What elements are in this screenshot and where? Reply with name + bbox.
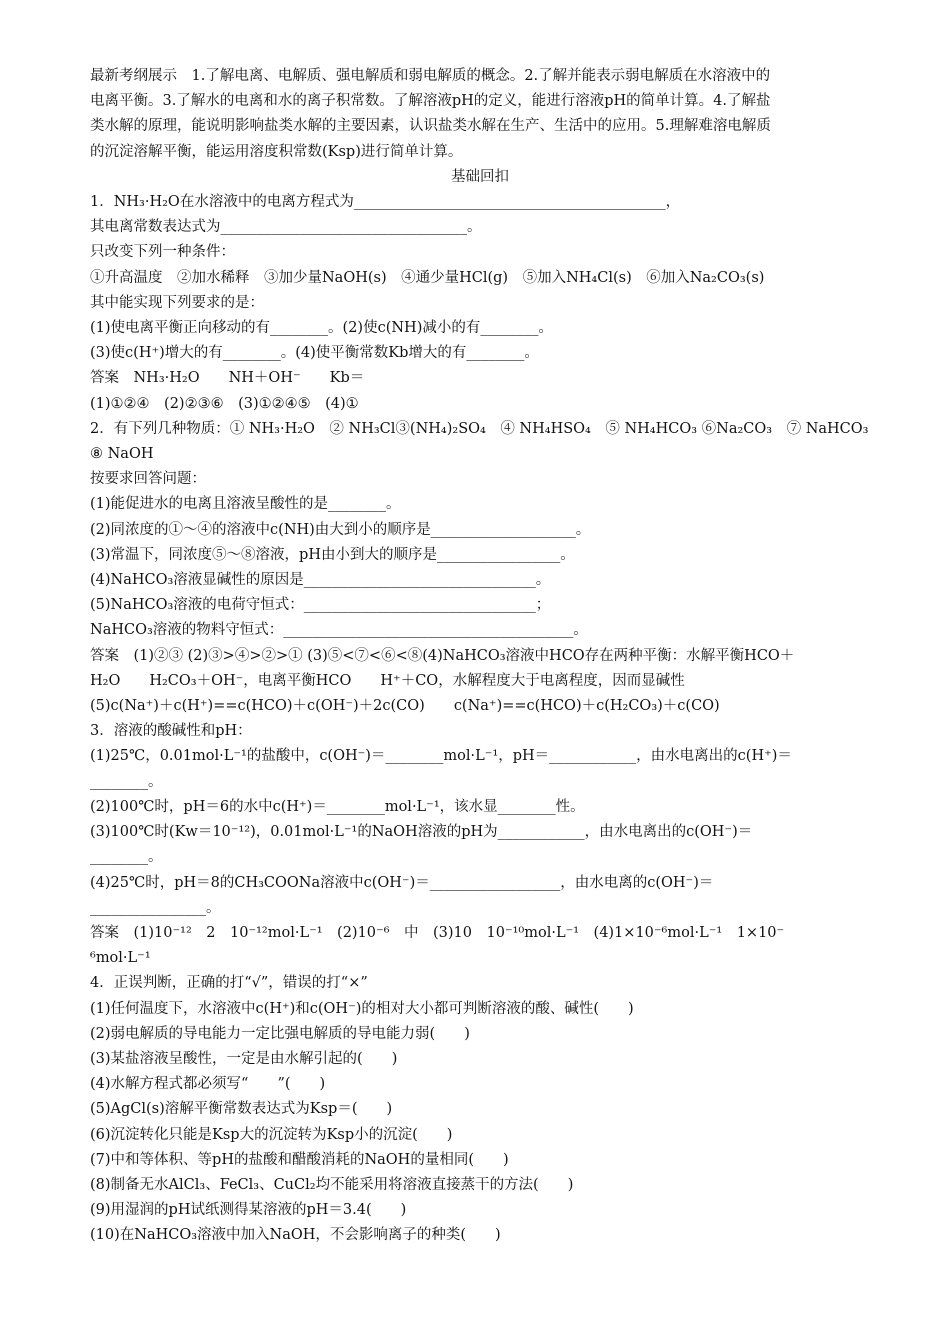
intro-line-3: 类水解的原理，能说明影响盐类水解的主要因素，认识盐类水解在生产、生活中的应用。5.理解难溶电解质 (90, 118, 771, 135)
q4-item: (10)在NaHCO₃溶液中加入NaOH，不会影响离子的种类( ) (90, 1227, 501, 1244)
q2-answer-1: 答案 (1)②③ (2)③>④>②>① (3)⑤<⑦<⑥<⑧(4)NaHCO₃溶液中HCO存在两种平衡：水解平衡HCO＋ (90, 647, 795, 664)
q3-part-1a: (1)25℃，0.01mol·L⁻¹的盐酸中，c(OH⁻)＝________mol·L⁻¹，pH＝____________，由水电离出的c(H⁺)＝ (90, 748, 792, 765)
q1-stem-2: 其电离常数表达式为__________________________________。 (90, 219, 482, 236)
q1-stem: 1．NH₃·H₂O在水溶液中的电离方程式为___________________________________________， (90, 194, 681, 211)
q4-item: (3)某盐溶液呈酸性，一定是由水解引起的( ) (90, 1050, 398, 1067)
q3-part-3b: ________。 (90, 849, 163, 866)
section-title: 基础回扣 (451, 168, 509, 185)
q2-part-4: (4)NaHCO₃溶液显碱性的原因是________________________________。 (90, 572, 551, 589)
q2-answer-2: H₂O H₂CO₃＋OH⁻，电离平衡HCO H⁺＋CO，水解程度大于电离程度，因而显碱性 (90, 672, 685, 689)
q2-part-5: (5)NaHCO₃溶液的电荷守恒式：________________________________； (90, 597, 551, 614)
q1-req-1: (1)使电离平衡正向移动的有________。(2)使c(NH)减小的有________。 (90, 320, 553, 337)
q3-part-4a: (4)25℃时，pH＝8的CH₃COONa溶液中c(OH⁻)＝__________________，由水电离的c(OH⁻)＝ (90, 874, 714, 891)
q3-part-1b: ________。 (90, 773, 163, 790)
q4-item: (7)中和等体积、等pH的盐酸和醋酸消耗的NaOH的量相同( ) (90, 1151, 509, 1168)
intro-line-4: 的沉淀溶解平衡，能运用溶度积常数(Ksp)进行简单计算。 (90, 143, 463, 160)
q3-answer-2: ⁶mol·L⁻¹ (90, 950, 151, 967)
q1-answer-2: (1)①②④ (2)②③⑥ (3)①②④⑤ (4)① (90, 395, 359, 412)
q4-stem: 4．正误判断，正确的打“√”，错误的打“×” (90, 975, 368, 992)
q4-item: (6)沉淀转化只能是Ksp大的沉淀转为Ksp小的沉淀( ) (90, 1126, 453, 1143)
intro-line-2: 电离平衡。3.了解水的电离和水的离子积常数。了解溶液pH的定义，能进行溶液pH的简单计算。4.了解盐 (90, 93, 771, 110)
q3-part-2: (2)100℃时，pH＝6的水中c(H⁺)＝________mol·L⁻¹，该水显________性。 (90, 798, 585, 815)
q4-item: (1)任何温度下，水溶液中c(H⁺)和c(OH⁻)的相对大小都可判断溶液的酸、碱性( ) (90, 1000, 634, 1017)
q3-part-3a: (3)100℃时(Kw＝10⁻¹²)，0.01mol·L⁻¹的NaOH溶液的pH为____________，由水电离出的c(OH⁻)＝ (90, 824, 753, 841)
q2-part-6: NaHCO₃溶液的物料守恒式：________________________________________。 (90, 622, 588, 639)
q1-stem-3: 只改变下列一种条件： (90, 244, 235, 261)
q2-answer-3: (5)c(Na⁺)＋c(H⁺)==c(HCO)＋c(OH⁻)＋2c(CO) c(Na⁺)==c(HCO)＋c(H₂CO₃)＋c(CO) (90, 698, 720, 715)
q2-part-3: (3)常温下，同浓度⑤～⑧溶液，pH由小到大的顺序是_________________。 (90, 546, 575, 563)
q1-req-2: (3)使c(H⁺)增大的有________。(4)使平衡常数Kb增大的有________。 (90, 345, 539, 362)
q2-stem-3: 按要求回答问题： (90, 471, 206, 488)
q3-stem: 3．溶液的酸碱性和pH： (90, 723, 252, 740)
q1-stem-4: 其中能实现下列要求的是： (90, 294, 264, 311)
document-page (90, 64, 870, 1249)
q4-item: (4)水解方程式都必须写“ ”( ) (90, 1076, 326, 1093)
q3-answer-1: 答案 (1)10⁻¹² 2 10⁻¹²mol·L⁻¹ (2)10⁻⁶ 中 (3)10 10⁻¹⁰mol·L⁻¹ (4)1×10⁻⁶mol·L⁻¹ 1×10⁻ (90, 924, 785, 941)
q2-part-1: (1)能促进水的电离且溶液呈酸性的是________。 (90, 496, 401, 513)
q4-item: (9)用湿润的pH试纸测得某溶液的pH＝3.4( ) (90, 1202, 407, 1219)
q2-stem-2: ⑧ NaOH (90, 446, 154, 463)
q4-item: (8)制备无水AlCl₃、FeCl₃、CuCl₂均不能采用将溶液直接蒸干的方法( ) (90, 1176, 574, 1193)
q4-item: (2)弱电解质的导电能力一定比强电解质的导电能力弱( ) (90, 1025, 470, 1042)
q2-part-2: (2)同浓度的①～④的溶液中c(NH)由大到小的顺序是____________________。 (90, 521, 591, 538)
q2-stem: 2．有下列几种物质：① NH₃·H₂O ② NH₃Cl③(NH₄)₂SO₄ ④ NH₄HSO₄ ⑤ NH₄HCO₃ ⑥Na₂CO₃ ⑦ NaHCO₃ (90, 420, 869, 437)
intro-line-1: 最新考纲展示 1.了解电离、电解质、强电解质和弱电解质的概念。2.了解并能表示弱电解质在水溶液中的 (90, 68, 771, 84)
q3-part-4b: ________________。 (90, 899, 221, 916)
q1-options: ①升高温度 ②加水稀释 ③加少量NaOH(s) ④通少量HCl(g) ⑤加入NH₄Cl(s) ⑥加入Na₂CO₃(s) (90, 269, 765, 286)
q4-item: (5)AgCl(s)溶解平衡常数表达式为Ksp＝( ) (90, 1101, 393, 1118)
q1-answer-1: 答案 NH₃·H₂O NH＋OH⁻ Kb＝ (90, 370, 365, 387)
